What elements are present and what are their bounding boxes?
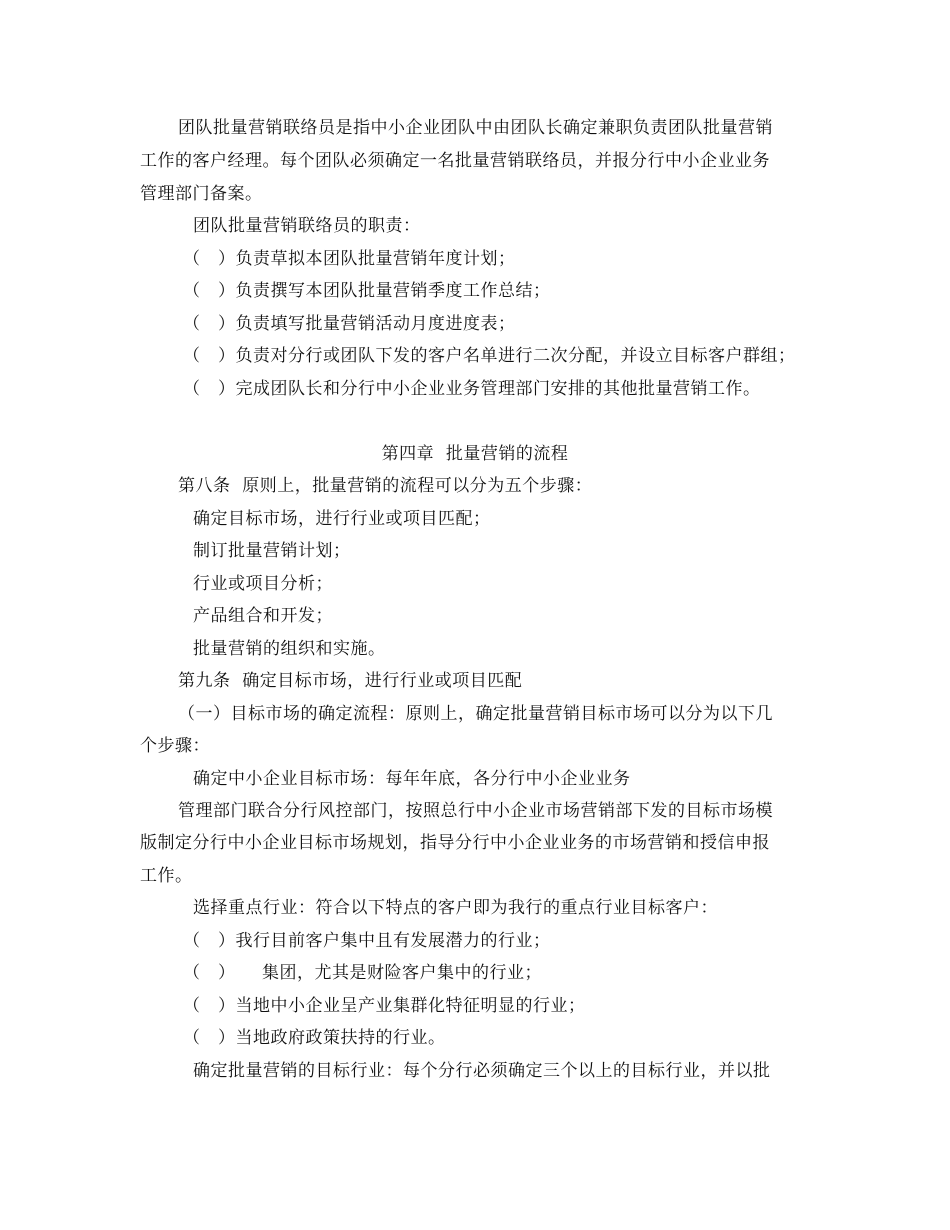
list-item: 制订批量营销计划； — [193, 541, 351, 561]
list-item: 产品组合和开发； — [193, 606, 333, 626]
paragraph-line: 确定中小企业目标市场：每年年底，各分行中小企业业务 — [193, 769, 631, 789]
paragraph-line: （一）目标市场的确定流程：原则上，确定批量营销目标市场可以分为以下几 — [178, 704, 773, 724]
list-item: （ ）负责填写批量营销活动月度进度表； — [183, 314, 516, 334]
paragraph-line: 选择重点行业：符合以下特点的客户即为我行的重点行业目标客户： — [193, 898, 718, 918]
list-item: （ ）我行目前客户集中且有发展潜力的行业； — [183, 931, 551, 951]
paragraph-line: 版制定分行中小企业目标市场规划，指导分行中小企业业务的市场营销和授信申报 — [140, 833, 770, 853]
paragraph-line: 管理部门联合分行风控部门，按照总行中小企业市场营销部下发的目标市场模 — [178, 801, 773, 821]
paragraph-line: 团队批量营销联络员的职责： — [193, 216, 421, 236]
paragraph-line: 团队批量营销联络员是指中小企业团队中由团队长确定兼职负责团队批量营销 — [178, 118, 773, 138]
paragraph-line: 工作的客户经理。每个团队必须确定一名批量营销联络员，并报分行中小企业业务 — [140, 151, 770, 171]
chapter-heading: 第四章 批量营销的流程 — [381, 444, 569, 464]
list-item: （ ） 集团，尤其是财险客户集中的行业； — [183, 963, 542, 983]
list-item: （ ）当地政府政策扶持的行业。 — [183, 1028, 446, 1048]
paragraph-line: 个步骤： — [140, 736, 210, 756]
list-item: （ ）当地中小企业呈产业集群化特征明显的行业； — [183, 996, 586, 1016]
article-heading: 第八条 原则上，批量营销的流程可以分为五个步骤： — [178, 476, 593, 496]
article-heading: 第九条 确定目标市场，进行行业或项目匹配 — [178, 671, 523, 691]
list-item: （ ）负责草拟本团队批量营销年度计划； — [183, 249, 516, 269]
list-item: 确定目标市场，进行行业或项目匹配； — [193, 509, 491, 529]
paragraph-line: 工作。 — [140, 866, 193, 886]
paragraph-line: 管理部门备案。 — [140, 184, 263, 204]
list-item: 行业或项目分析； — [193, 574, 333, 594]
paragraph-line: 确定批量营销的目标行业：每个分行必须确定三个以上的目标行业，并以批 — [193, 1061, 771, 1081]
list-item: （ ）完成团队长和分行中小企业业务管理部门安排的其他批量营销工作。 — [183, 379, 761, 399]
list-item: （ ）负责对分行或团队下发的客户名单进行二次分配，并设立目标客户群组； — [183, 346, 796, 366]
list-item: 批量营销的组织和实施。 — [193, 639, 386, 659]
list-item: （ ）负责撰写本团队批量营销季度工作总结； — [183, 281, 551, 301]
